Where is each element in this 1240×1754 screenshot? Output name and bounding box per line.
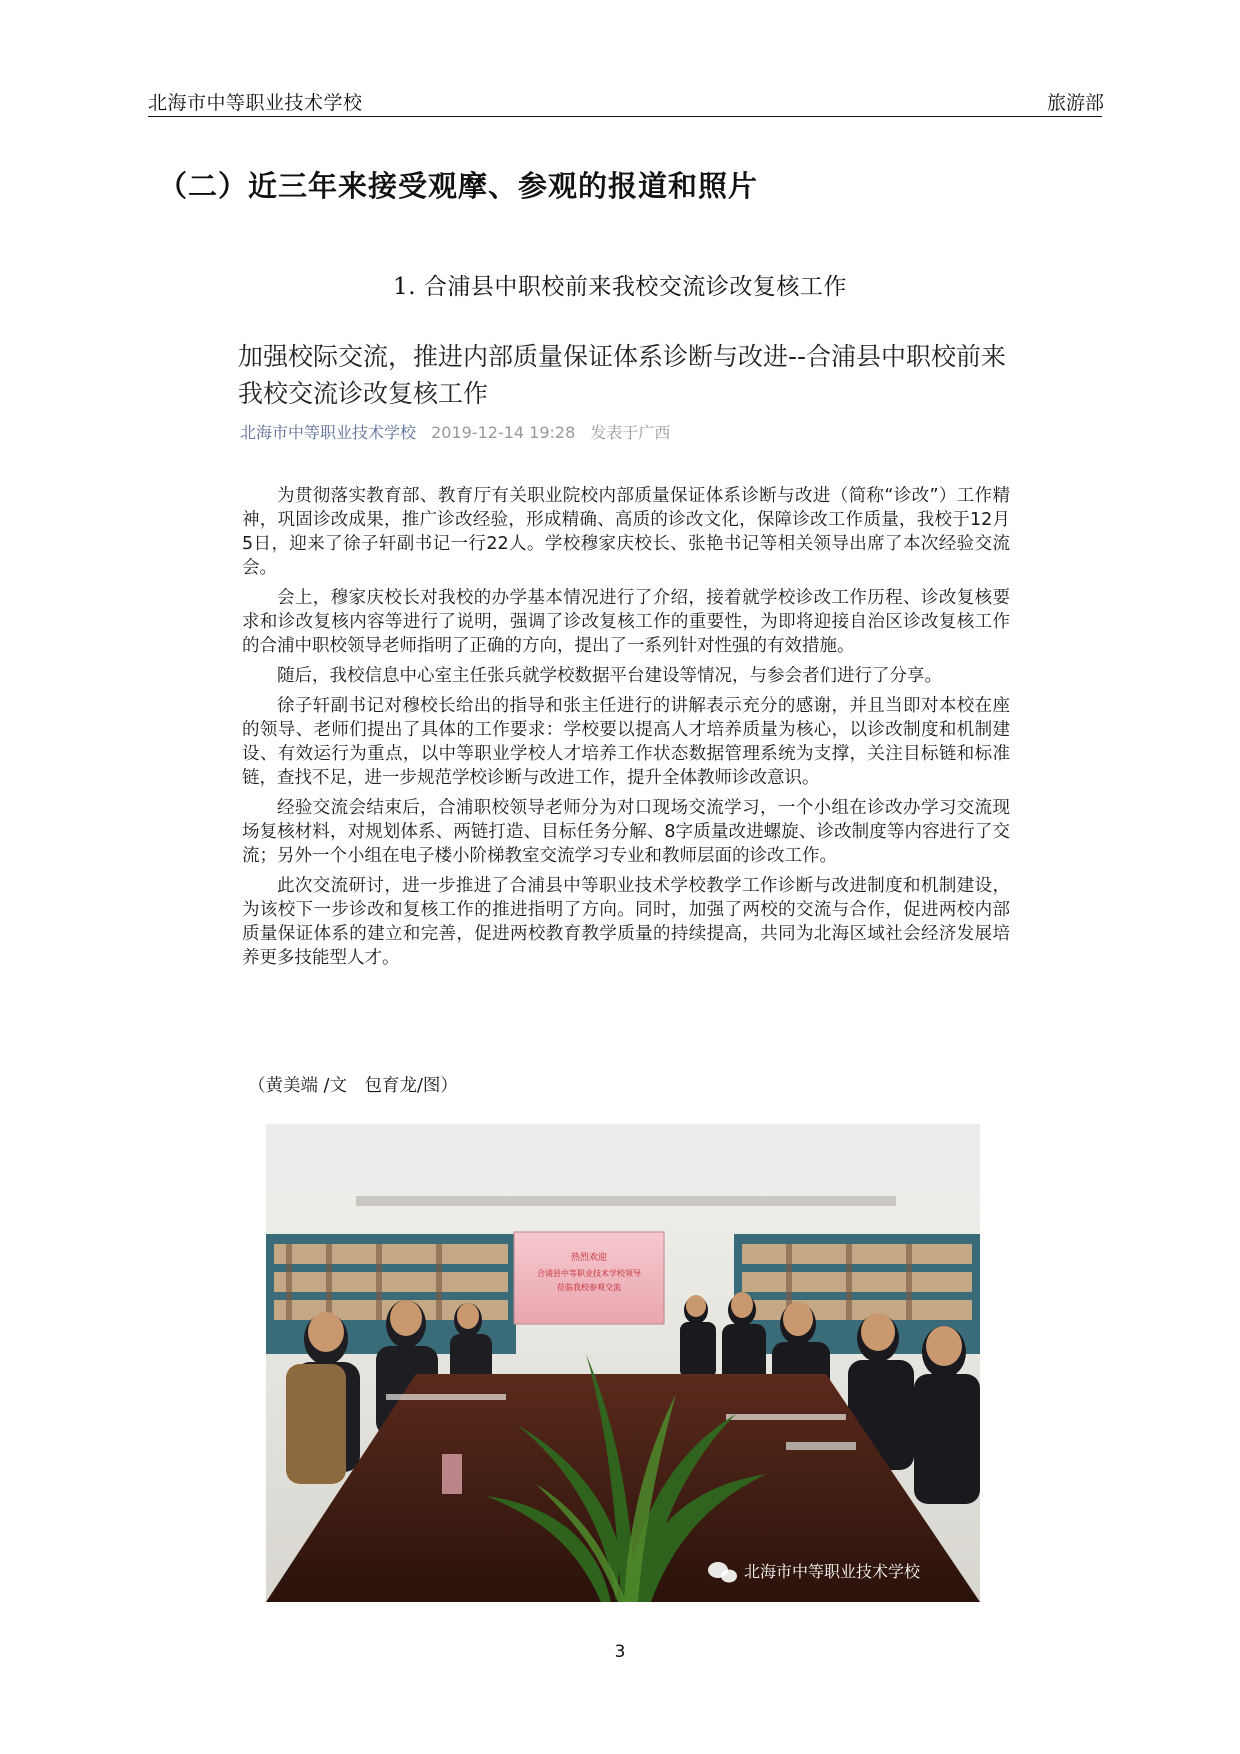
article-location: 发表于广西 [590,423,671,442]
photo-watermark: 北海市中等职业技术学校 [744,1562,921,1581]
meeting-photo [266,1124,980,1602]
article-paragraph: 经验交流会结束后，合浦职校领导老师分为对口现场交流学习，一个小组在诊改办学习交流现场复核材料，对规划体系、两链打造、目标任务分解、8字质量改进螺旋、诊改制度等内容进行了交流；另外一个小组在电子楼小阶梯教室交流学习专业和教师层面的诊改工作。 [242,798,1010,866]
article-paragraph: 此次交流研讨，进一步推进了合浦县中等职业技术学校教学工作诊断与改进制度和机制建设，为该校下一步诊改和复核工作的推进指明了方向。同时，加强了两校的交流与合作，促进两校内部质量保证体系的建立和完善，促进两校教育教学质量的持续提高，共同为北海区域社会经济发展培养更多技能型人才。 [242,876,1010,968]
article-paragraph: 会上，穆家庆校长对我校的办学基本情况进行了介绍，接着就学校诊改工作历程、诊改复核要求和诊改复核内容等进行了说明，强调了诊改复核工作的重要性，为即将迎接自治区诊改复核工作的合浦中职校领导老师指明了正确的方向，提出了一系列针对性强的有效措施。 [242,588,1010,656]
article-paragraph: 为贯彻落实教育部、教育厅有关职业院校内部质量保证体系诊断与改进（简称“诊改”）工作精神，巩固诊改成果，推广诊改经验，形成精确、高质的诊改文化，保障诊改工作质量，我校于12月5日，迎来了徐子轩副书记一行22人。学校穆家庆校长、张艳书记等相关领导出席了本次经验交流会。 [242,486,1010,578]
article-paragraph: 徐子轩副书记对穆校长给出的指导和张主任进行的讲解表示充分的感谢，并且当即对本校在座的领导、老师们提出了具体的工作要求：学校要以提高人才培养质量为核心，以诊改制度和机制建设、有效运行为重点，以中等职业学校人才培养工作状态数据管理系统为支撑，关注目标链和标准链，查找不足，进一步规范学校诊断与改进工作，提升全体教师诊改意识。 [242,696,1010,788]
article-body [242,484,1010,976]
screen-text-line1: 热烈欢迎 [570,1253,608,1263]
article-meta [240,420,670,443]
header-school-name: 北海市中等职业技术学校 [148,92,363,114]
item-title: 1. 合浦县中职校前来我校交流诊改复核工作 [393,274,847,300]
header-divider [148,116,1102,117]
screen-text-line2: 合浦县中等职业技术学校领导 [537,1269,641,1278]
article-title: 加强校际交流，推进内部质量保证体系诊断与改进--合浦县中职校前来我校交流诊改复核工作 [238,342,1007,408]
article-source-link[interactable]: 北海市中等职业技术学校 [240,423,417,442]
article-credit: （黄美端 /文 包育龙/图） [248,1076,458,1096]
article-paragraph: 随后，我校信息中心室主任张兵就学校数据平台建设等情况，与参会者们进行了分享。 [277,666,942,686]
header-department: 旅游部 [1046,92,1104,114]
article-date: 2019-12-14 19:28 [431,423,576,442]
section-title: （二）近三年来接受观摩、参观的报道和照片 [158,169,759,203]
page-number: 3 [614,1642,626,1662]
screen-text-line3: 莅临我校参观交流 [557,1283,621,1292]
